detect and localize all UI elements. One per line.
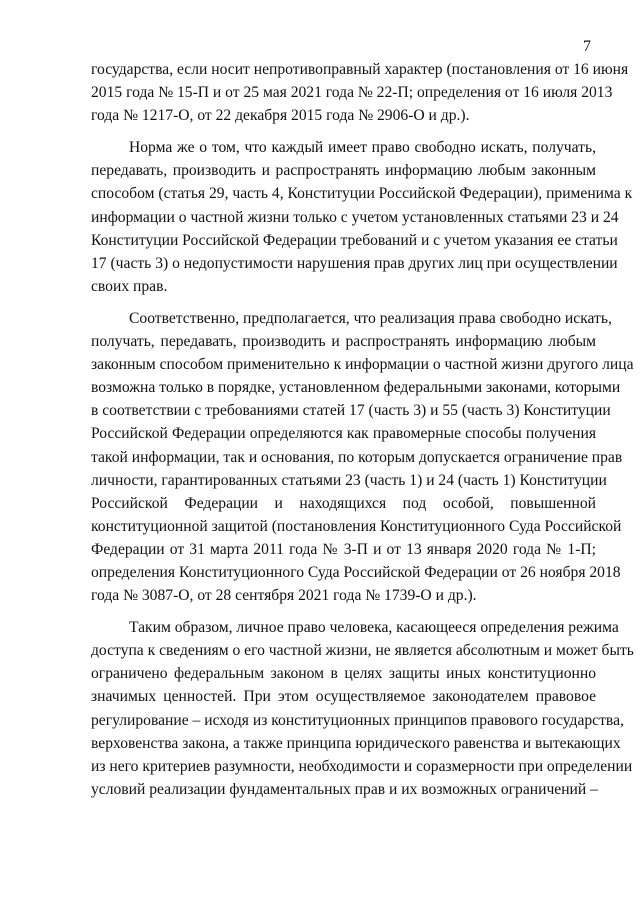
paragraph-1: [91, 58, 629, 127]
text-line: определения Конституционного Суда Российской Федерации от 26 ноября 2018: [91, 563, 621, 581]
text-line: 2015 года № 15-П и от 25 мая 2021 года № 22-П; определения от 16 июля 2013: [91, 84, 613, 102]
text-line: Таким образом, личное право человека, касающееся определения режима: [129, 619, 619, 637]
text-line: регулирование – исходя из конституционных принципов правового государства,: [91, 711, 624, 729]
text-line: возможна только в порядке, установленном федеральными законами, которыми: [91, 379, 621, 397]
text-line: такой информации, так и основания, по которым допускается ограничение прав: [91, 448, 623, 466]
text-line: конституционной защитой (постановления Конституционного Суда Российской: [91, 517, 622, 535]
paragraph-4: [91, 616, 634, 801]
text-line: Норма же о том, что каждый имеет право свободно искать, получать,: [129, 139, 596, 157]
text-line: личности, гарантированных статьями 23 (часть 1) и 24 (часть 1) Конституции: [91, 471, 607, 489]
text-line: условий реализации фундаментальных прав и их возможных ограничений –: [91, 780, 598, 798]
text-line: доступа к сведениям о его частной жизни, не является абсолютным и может быть: [91, 642, 634, 660]
text-line: передавать, производить и распространять информацию любым законным: [91, 162, 596, 180]
text-line: ограничено федеральным законом в целях защиты иных конституционно: [91, 665, 596, 683]
paragraph-3: [91, 307, 634, 607]
text-line: из него критериев разумности, необходимости и соразмерности при определении: [91, 757, 633, 775]
text-line: года № 3087-О, от 28 сентября 2021 года № 1739-О и др.).: [91, 587, 477, 605]
text-line: значимых ценностей. При этом осуществляемое законодателем правовое: [91, 688, 596, 706]
text-line: 17 (часть 3) о недопустимости нарушения прав других лиц при осуществлении: [91, 254, 618, 272]
text-line: Соответственно, предполагается, что реализация права свободно искать,: [129, 309, 612, 327]
text-line: Российской Федерации и находящихся под особой, повышенной: [91, 494, 596, 512]
text-line: информации о частной жизни только с учетом установленных статьями 23 и 24: [91, 208, 619, 226]
text-line: своих прав.: [91, 277, 168, 295]
text-line: законным способом применительно к информации о частной жизни другого лица: [91, 356, 634, 374]
page-number: 7: [583, 38, 591, 55]
text-line: Российской Федерации определяются как правомерные способы получения: [91, 425, 596, 443]
text-line: года № 1217-О, от 22 декабря 2015 года № 2906-О и др.).: [91, 107, 470, 125]
text-line: Конституции Российской Федерации требований и с учетом указания ее статьи: [91, 231, 618, 249]
text-line: получать, передавать, производить и распространять информацию любым: [91, 333, 596, 351]
text-line: в соответствии с требованиями статей 17 (часть 3) и 55 (часть 3) Конституции: [91, 402, 611, 420]
text-line: Федерации от 31 марта 2011 года № 3-П и от 13 января 2020 года № 1-П;: [91, 540, 596, 558]
paragraph-2: [91, 136, 633, 298]
document-body: [91, 58, 634, 801]
text-line: государства, если носит непротивоправный характер (постановления от 16 июня: [91, 61, 629, 78]
text-line: способом (статья 29, часть 4, Конституции Российской Федерации), применима к: [91, 185, 633, 203]
text-line: верховенства закона, а также принципа юридического равенства и вытекающих: [91, 734, 621, 752]
